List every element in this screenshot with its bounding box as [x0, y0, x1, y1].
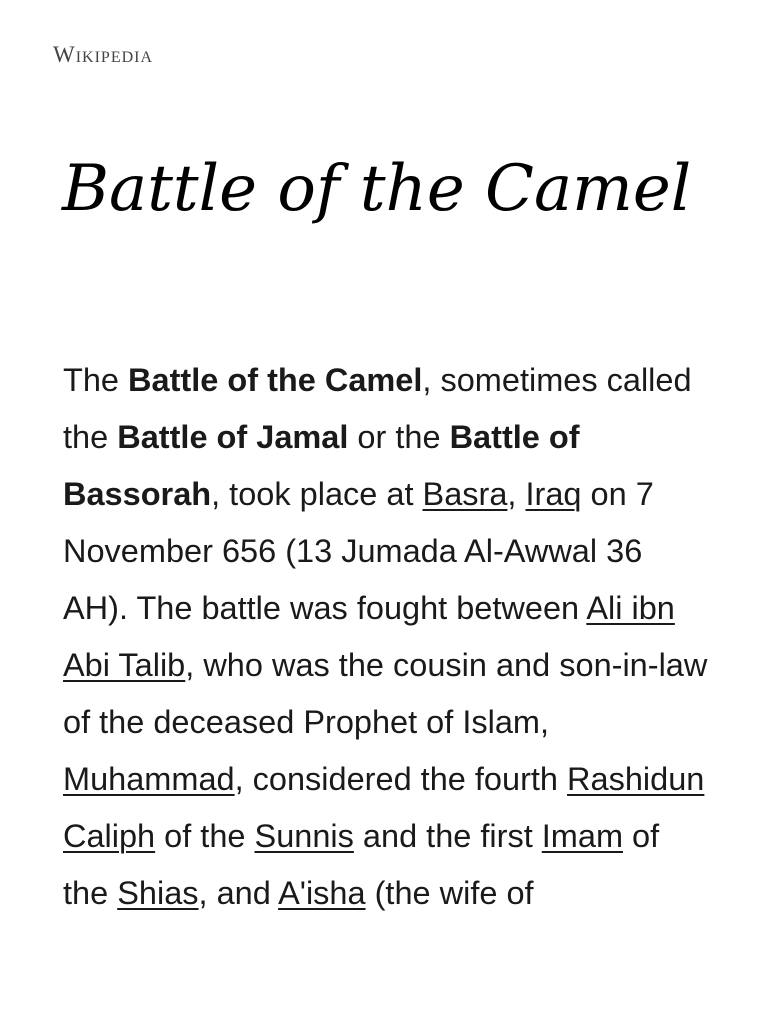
- lead-text: (the wife of: [365, 875, 534, 911]
- lead-bold-term: Battle of Bassorah: [63, 419, 580, 512]
- link-muhammad[interactable]: Muhammad: [63, 761, 235, 797]
- lead-text: of the: [155, 818, 255, 854]
- link-basra[interactable]: Basra: [422, 476, 508, 512]
- lead-text: or the: [348, 419, 450, 455]
- link-aisha[interactable]: A'isha: [278, 875, 366, 911]
- link-ali-ibn-abi-talib[interactable]: Ali ibn Abi Talib: [63, 590, 675, 683]
- lead-text: ,: [507, 476, 526, 512]
- link-sunnis[interactable]: Sunnis: [254, 818, 354, 854]
- lead-text: The: [63, 362, 129, 398]
- link-rashidun-caliph[interactable]: Rashidun Caliph: [63, 761, 705, 854]
- link-imam[interactable]: Imam: [541, 818, 624, 854]
- lead-bold-term: Battle of Jamal: [117, 419, 349, 455]
- link-iraq[interactable]: Iraq: [525, 476, 582, 512]
- lead-bold-term: Battle of the Camel: [128, 362, 423, 398]
- lead-text: on 7 November 656 (13 Jumada Al-Awwal 36 AH). The battle was fought between: [63, 476, 654, 626]
- lead-text: , considered the fourth: [234, 761, 568, 797]
- lead-text: , sometimes called the: [63, 362, 692, 455]
- lead-text: , and: [198, 875, 279, 911]
- article-title: Battle of the Camel: [62, 152, 692, 226]
- lead-text: , who was the cousin and son-in-law of the deceased Prophet of Islam,: [63, 647, 708, 740]
- wikipedia-wordmark-link[interactable]: Wikipedia: [53, 42, 154, 67]
- article-lead-paragraph: [63, 352, 713, 922]
- lead-text: , took place at: [211, 476, 423, 512]
- lead-text: of the: [63, 818, 660, 911]
- link-shias[interactable]: Shias: [117, 875, 199, 911]
- lead-text: and the first: [353, 818, 542, 854]
